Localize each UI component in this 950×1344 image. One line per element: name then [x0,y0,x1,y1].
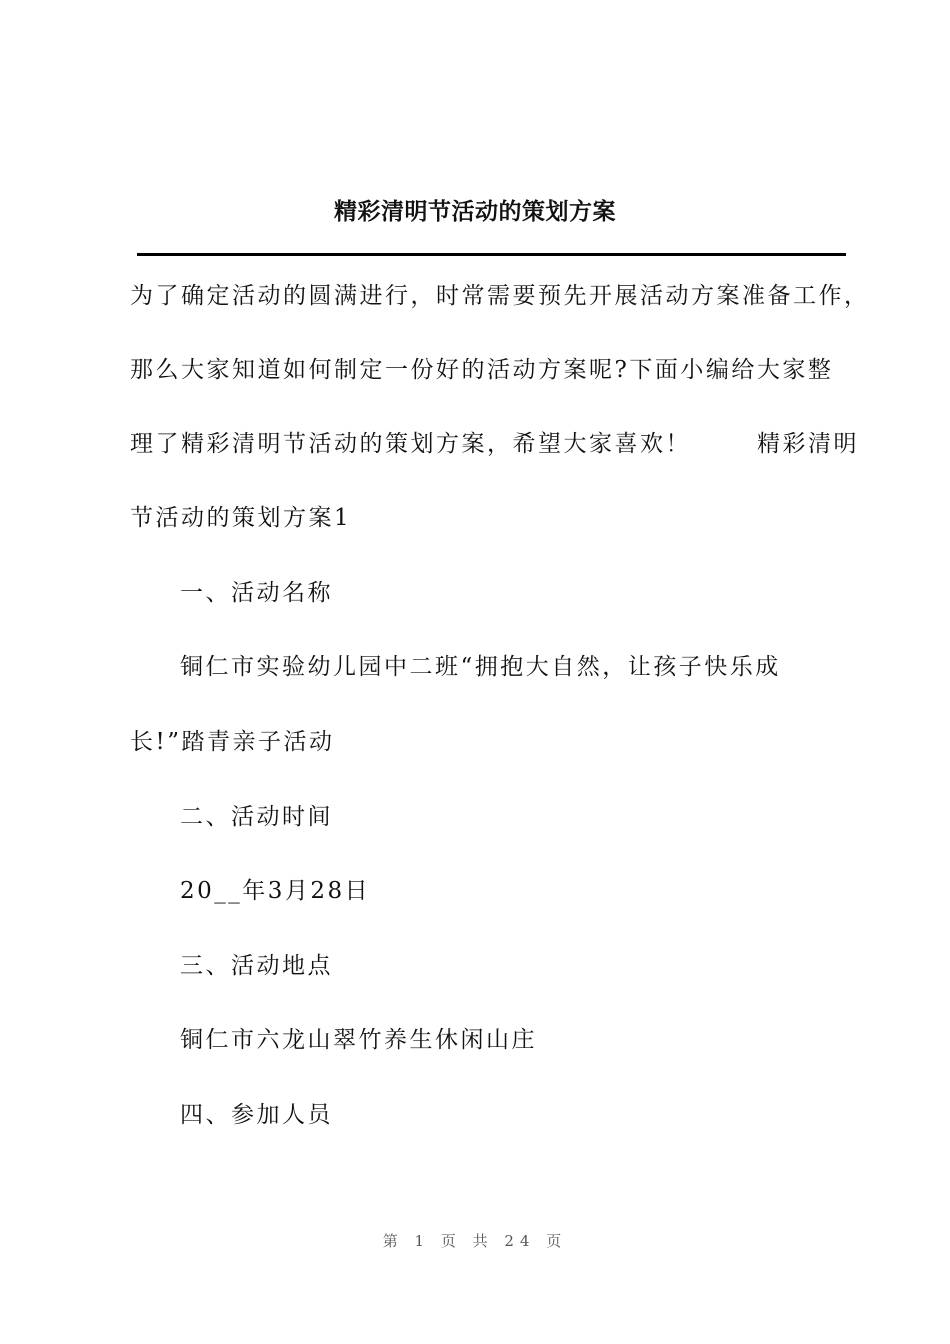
paragraph-line: 为了确定活动的圆满进行，时常需要预先开展活动方案准备工作， [130,283,870,309]
subheading-activity-name: 一、活动名称 [180,580,333,606]
subheading-activity-location: 三、活动地点 [180,953,333,979]
section-heading-start: 精彩清明 [757,431,859,457]
page-number-footer: 第 1 页 共 24 页 [382,1232,568,1250]
document-title: 精彩清明节活动的策划方案 [334,199,616,225]
subheading-participants: 四、参加人员 [180,1102,333,1128]
paragraph-line-text: 理了精彩清明节活动的策划方案，希望大家喜欢！ [130,431,691,457]
title-underline [137,253,846,256]
paragraph-line: 那么大家知道如何制定一份好的活动方案呢?下面小编给大家整 [130,357,834,383]
paragraph-line: 铜仁市六龙山翠竹养生休闲山庄 [180,1027,537,1053]
section-heading-end: 节活动的策划方案1 [130,505,352,531]
paragraph-line: 铜仁市实验幼儿园中二班“拥抱大自然，让孩子快乐成 [180,654,781,680]
paragraph-line: 长!”踏青亲子活动 [130,729,335,755]
paragraph-line: 20__年3月28日 [180,878,371,904]
paragraph-line [130,428,859,460]
subheading-activity-time: 二、活动时间 [180,804,333,830]
